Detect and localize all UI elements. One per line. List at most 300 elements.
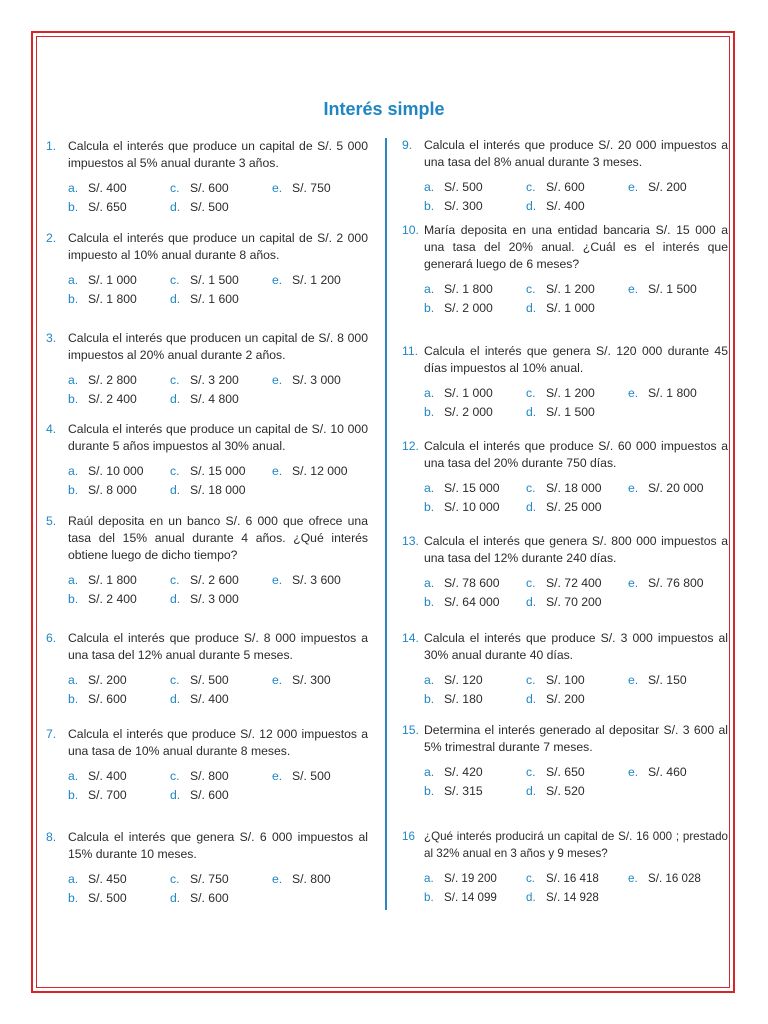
option-letter: d. [170, 292, 181, 306]
option-letter: d. [170, 891, 181, 905]
option-letter: a. [68, 573, 79, 587]
problem-4 [46, 421, 368, 499]
answer-options [68, 372, 368, 408]
option-letter: a. [424, 872, 434, 885]
answer-option [170, 463, 272, 480]
option-value: S/. 2 000 [444, 301, 493, 315]
problem-number: 12. [402, 439, 419, 453]
answer-option [170, 199, 272, 216]
option-value: S/. 72 400 [546, 576, 602, 590]
answer-option [170, 768, 272, 785]
option-letter: d. [526, 784, 537, 798]
problem-statement: Calcula el interés que producen un capital de S/. 8 000 impuestos al 20% anual durante 2 años. [68, 331, 368, 362]
problem-2 [46, 230, 368, 308]
answer-option [68, 768, 170, 785]
option-value: S/. 500 [190, 673, 229, 687]
answer-option [272, 672, 374, 689]
answer-option [526, 672, 628, 689]
option-letter: d. [170, 592, 181, 606]
answer-option [526, 889, 628, 906]
option-value: S/. 600 [190, 788, 229, 802]
answer-option [424, 672, 526, 689]
answer-option [68, 463, 170, 480]
problem-number: 10. [402, 223, 419, 237]
option-letter: d. [526, 595, 537, 609]
option-value: S/. 1 500 [190, 273, 239, 287]
option-value: S/. 78 600 [444, 576, 500, 590]
answer-options [68, 672, 368, 708]
answer-option [628, 385, 730, 402]
answer-option [424, 499, 526, 516]
option-letter: c. [170, 573, 180, 587]
answer-option [526, 179, 628, 196]
problem-6 [46, 630, 368, 708]
option-value: S/. 18 000 [190, 483, 246, 497]
answer-option [68, 372, 170, 389]
problem-number: 4. [46, 422, 57, 436]
answer-options [68, 272, 368, 308]
answer-option [68, 572, 170, 589]
answer-options [424, 575, 728, 611]
option-value: S/. 180 [444, 692, 483, 706]
problem-number: 6. [46, 631, 57, 645]
option-value: S/. 1 800 [648, 386, 697, 400]
option-letter: a. [68, 464, 79, 478]
option-letter: a. [424, 576, 435, 590]
option-value: S/. 300 [444, 199, 483, 213]
answer-option [272, 180, 374, 197]
answer-option [526, 783, 628, 800]
problem-9 [402, 137, 728, 215]
option-value: S/. 500 [190, 200, 229, 214]
option-value: S/. 1 200 [546, 386, 595, 400]
option-value: S/. 520 [546, 784, 585, 798]
option-letter: d. [170, 483, 181, 497]
problem-statement: ¿Qué interés producirá un capital de S/. 16 000 ; prestado al 32% anual en 3 años y 9 meses? [424, 830, 728, 860]
option-value: S/. 18 000 [546, 481, 602, 495]
option-value: S/. 15 000 [190, 464, 246, 478]
option-value: S/. 1 800 [444, 282, 493, 296]
answer-option [68, 691, 170, 708]
option-value: S/. 750 [292, 181, 331, 195]
problem-number: 13. [402, 534, 419, 548]
option-value: S/. 700 [88, 788, 127, 802]
problem-5 [46, 513, 368, 608]
option-value: S/. 64 000 [444, 595, 500, 609]
answer-option [424, 385, 526, 402]
problem-statement: Calcula el interés que produce S/. 12 000 impuestos a una tasa de 10% anual durante 8 meses. [68, 727, 368, 758]
option-letter: e. [272, 464, 283, 478]
option-letter: b. [68, 483, 79, 497]
option-letter: d. [526, 500, 537, 514]
option-letter: b. [68, 392, 79, 406]
problem-statement: Calcula el interés que produce S/. 3 000 impuestos al 30% anual durante 40 días. [424, 631, 728, 662]
option-letter: c. [526, 481, 536, 495]
option-letter: d. [526, 405, 537, 419]
answer-option [526, 300, 628, 317]
option-value: S/. 450 [88, 872, 127, 886]
option-value: S/. 500 [444, 180, 483, 194]
problem-15 [402, 722, 728, 800]
answer-options [68, 572, 368, 608]
option-value: S/. 2 600 [190, 573, 239, 587]
problem-statement: Calcula el interés que genera S/. 6 000 impuestos al 15% durante 10 meses. [68, 830, 368, 861]
answer-option [170, 591, 272, 608]
option-value: S/. 1 600 [190, 292, 239, 306]
problem-14 [402, 630, 728, 708]
answer-options [424, 672, 728, 708]
answer-option [424, 870, 526, 887]
answer-option [628, 672, 730, 689]
option-letter: b. [68, 200, 79, 214]
option-letter: a. [68, 769, 79, 783]
option-value: S/. 2 400 [88, 392, 137, 406]
option-letter: a. [68, 181, 79, 195]
option-value: S/. 12 000 [292, 464, 348, 478]
answer-option [424, 179, 526, 196]
option-letter: b. [424, 891, 434, 904]
answer-option [526, 870, 628, 887]
problem-number: 3. [46, 331, 57, 345]
option-value: S/. 600 [88, 692, 127, 706]
option-letter: c. [170, 181, 180, 195]
problem-statement: María deposita en una entidad bancaria S/. 15 000 a una tasa del 20% anual. ¿Cuál es el interés que generará luego de 6 meses? [424, 223, 728, 271]
answer-option [526, 499, 628, 516]
option-value: S/. 8 000 [88, 483, 137, 497]
option-value: S/. 100 [546, 673, 585, 687]
page-title: Interés simple [323, 99, 445, 119]
option-letter: c. [526, 872, 536, 885]
answer-option [170, 572, 272, 589]
option-letter: a. [68, 872, 79, 886]
answer-option [424, 575, 526, 592]
answer-option [68, 180, 170, 197]
option-value: S/. 15 000 [444, 481, 500, 495]
option-value: S/. 420 [444, 765, 483, 779]
option-letter: b. [68, 891, 79, 905]
answer-option [628, 179, 730, 196]
answer-option [424, 480, 526, 497]
option-letter: b. [68, 692, 79, 706]
option-letter: c. [170, 373, 180, 387]
option-letter: e. [628, 872, 638, 885]
option-letter: d. [526, 301, 537, 315]
answer-options [424, 179, 728, 215]
answer-option [272, 871, 374, 888]
option-letter: e. [628, 180, 639, 194]
option-value: S/. 600 [190, 891, 229, 905]
answer-option [424, 889, 526, 906]
problem-statement: Calcula el interés que produce un capital de S/. 5 000 impuestos al 5% anual durante 3 años. [68, 139, 368, 170]
option-letter: e. [628, 673, 639, 687]
option-value: S/. 1 200 [546, 282, 595, 296]
option-letter: d. [526, 199, 537, 213]
answer-option [170, 291, 272, 308]
option-value: S/. 3 600 [292, 573, 341, 587]
option-letter: a. [68, 673, 79, 687]
problem-3 [46, 330, 368, 408]
problem-number: 7. [46, 727, 57, 741]
answer-option [526, 404, 628, 421]
answer-options [68, 180, 368, 216]
option-value: S/. 500 [292, 769, 331, 783]
option-value: S/. 76 800 [648, 576, 704, 590]
option-letter: d. [170, 692, 181, 706]
option-value: S/. 200 [546, 692, 585, 706]
answer-option [272, 768, 374, 785]
option-value: S/. 150 [648, 673, 687, 687]
option-value: S/. 16 418 [546, 872, 599, 885]
problem-statement: Calcula el interés que genera S/. 800 000 impuestos a una tasa del 12% durante 240 días. [424, 534, 728, 565]
option-value: S/. 14 099 [444, 891, 497, 904]
option-value: S/. 1 000 [444, 386, 493, 400]
option-value: S/. 600 [546, 180, 585, 194]
answer-option [526, 198, 628, 215]
option-letter: c. [526, 765, 536, 779]
option-value: S/. 1 000 [546, 301, 595, 315]
answer-option [68, 291, 170, 308]
answer-option [68, 391, 170, 408]
option-letter: e. [628, 282, 639, 296]
answer-option [424, 198, 526, 215]
answer-option [68, 591, 170, 608]
problem-statement: Determina el interés generado al depositar S/. 3 600 al 5% trimestral durante 7 meses. [424, 723, 728, 754]
problem-number: 9. [402, 138, 413, 152]
problem-statement: Calcula el interés que produce S/. 8 000 impuestos a una tasa del 12% anual durante 5 meses. [68, 631, 368, 662]
option-value: S/. 400 [190, 692, 229, 706]
problem-statement: Calcula el interés que produce S/. 20 000 impuestos a una tasa del 8% anual durante 3 meses. [424, 138, 728, 169]
option-letter: b. [424, 595, 435, 609]
option-value: S/. 1 200 [292, 273, 341, 287]
option-value: S/. 650 [546, 765, 585, 779]
option-value: S/. 3 000 [190, 592, 239, 606]
option-letter: b. [68, 292, 79, 306]
option-letter: a. [424, 386, 435, 400]
option-value: S/. 3 000 [292, 373, 341, 387]
answer-option [424, 783, 526, 800]
column-divider [385, 138, 387, 910]
option-value: S/. 10 000 [444, 500, 500, 514]
option-letter: e. [272, 273, 283, 287]
answer-option [68, 272, 170, 289]
answer-options [68, 463, 368, 499]
problem-statement: Calcula el interés que genera S/. 120 000 durante 45 días impuestos al 10% anual. [424, 344, 728, 375]
option-value: S/. 300 [292, 673, 331, 687]
option-value: S/. 315 [444, 784, 483, 798]
option-letter: e. [628, 576, 639, 590]
answer-option [526, 480, 628, 497]
answer-options [424, 764, 728, 800]
answer-option [526, 575, 628, 592]
answer-option [68, 787, 170, 804]
option-value: S/. 4 800 [190, 392, 239, 406]
answer-option [424, 300, 526, 317]
answer-option [424, 691, 526, 708]
answer-options [424, 281, 728, 317]
problem-12 [402, 438, 728, 516]
problem-7 [46, 726, 368, 804]
option-value: S/. 1 500 [648, 282, 697, 296]
answer-option [628, 575, 730, 592]
answer-option [526, 691, 628, 708]
problem-statement: Calcula el interés que produce un capital de S/. 2 000 impuesto al 10% anual durante 8 años. [68, 231, 368, 262]
problem-11 [402, 343, 728, 421]
problem-16 [402, 828, 728, 906]
option-letter: d. [170, 200, 181, 214]
problem-8 [46, 829, 368, 907]
option-letter: a. [68, 273, 79, 287]
answer-option [526, 385, 628, 402]
option-letter: d. [526, 692, 537, 706]
option-letter: e. [272, 769, 283, 783]
problem-number: 8. [46, 830, 57, 844]
option-letter: e. [272, 181, 283, 195]
option-letter: a. [424, 282, 435, 296]
answer-option [68, 890, 170, 907]
option-letter: b. [424, 692, 435, 706]
option-letter: d. [526, 891, 536, 904]
option-letter: b. [68, 592, 79, 606]
option-value: S/. 650 [88, 200, 127, 214]
option-letter: c. [526, 282, 536, 296]
option-letter: e. [628, 481, 639, 495]
problem-10 [402, 222, 728, 317]
answer-option [272, 463, 374, 480]
answer-option [170, 672, 272, 689]
answer-option [424, 404, 526, 421]
option-letter: b. [424, 199, 435, 213]
option-value: S/. 750 [190, 872, 229, 886]
option-value: S/. 14 928 [546, 891, 599, 904]
answer-option [170, 482, 272, 499]
option-letter: a. [424, 180, 435, 194]
answer-option [272, 572, 374, 589]
option-letter: c. [526, 386, 536, 400]
option-letter: b. [424, 405, 435, 419]
option-value: S/. 10 000 [88, 464, 144, 478]
option-value: S/. 1 800 [88, 292, 137, 306]
option-value: S/. 500 [88, 891, 127, 905]
option-letter: a. [68, 373, 79, 387]
option-letter: a. [424, 481, 435, 495]
answer-option [526, 764, 628, 781]
option-value: S/. 200 [88, 673, 127, 687]
option-letter: a. [424, 673, 435, 687]
answer-option [628, 480, 730, 497]
option-value: S/. 800 [190, 769, 229, 783]
answer-option [68, 871, 170, 888]
option-value: S/. 20 000 [648, 481, 704, 495]
answer-option [170, 272, 272, 289]
answer-option [170, 391, 272, 408]
problem-number: 11. [402, 344, 419, 358]
option-letter: e. [628, 765, 639, 779]
answer-option [170, 691, 272, 708]
option-value: S/. 19 200 [444, 872, 497, 885]
answer-option [526, 594, 628, 611]
answer-option [628, 281, 730, 298]
option-letter: b. [424, 301, 435, 315]
answer-option [272, 272, 374, 289]
problem-number: 14. [402, 631, 419, 645]
answer-option [424, 764, 526, 781]
problem-statement: Calcula el interés que produce un capital de S/. 10 000 durante 5 años impuestos al 30% anual. [68, 422, 368, 453]
option-value: S/. 3 200 [190, 373, 239, 387]
option-letter: a. [424, 765, 435, 779]
answer-option [170, 890, 272, 907]
problem-number: 5. [46, 514, 57, 528]
option-letter: c. [170, 673, 180, 687]
option-value: S/. 25 000 [546, 500, 602, 514]
problem-13 [402, 533, 728, 611]
problem-number: 16 [402, 830, 415, 843]
answer-option [424, 281, 526, 298]
option-letter: e. [272, 872, 283, 886]
option-value: S/. 460 [648, 765, 687, 779]
option-letter: b. [68, 788, 79, 802]
option-letter: b. [424, 500, 435, 514]
answer-option [68, 482, 170, 499]
option-value: S/. 1 500 [546, 405, 595, 419]
answer-options [424, 870, 728, 906]
option-value: S/. 400 [88, 769, 127, 783]
problem-number: 15. [402, 723, 419, 737]
option-value: S/. 400 [88, 181, 127, 195]
answer-option [170, 871, 272, 888]
option-letter: e. [272, 573, 283, 587]
answer-option [628, 764, 730, 781]
option-letter: b. [424, 784, 435, 798]
problem-statement: Raúl deposita en un banco S/. 6 000 que ofrece una tasa del 15% anual durante 4 años. ¿Qué interés obtiene luego de dicho tiempo? [68, 514, 368, 562]
option-letter: c. [170, 464, 180, 478]
option-value: S/. 120 [444, 673, 483, 687]
option-value: S/. 2 800 [88, 373, 137, 387]
answer-option [272, 372, 374, 389]
answer-option [424, 594, 526, 611]
option-value: S/. 70 200 [546, 595, 602, 609]
option-letter: e. [628, 386, 639, 400]
problem-statement: Calcula el interés que produce S/. 60 000 impuestos a una tasa del 20% durante 750 días. [424, 439, 728, 470]
option-value: S/. 800 [292, 872, 331, 886]
option-letter: e. [272, 673, 283, 687]
answer-option [526, 281, 628, 298]
option-letter: d. [170, 788, 181, 802]
answer-options [68, 871, 368, 907]
option-letter: c. [170, 273, 180, 287]
option-letter: c. [526, 576, 536, 590]
option-value: S/. 400 [546, 199, 585, 213]
option-letter: e. [272, 373, 283, 387]
option-letter: c. [170, 872, 180, 886]
problem-1 [46, 138, 368, 216]
problem-number: 1. [46, 139, 57, 153]
answer-option [170, 180, 272, 197]
option-value: S/. 2 000 [444, 405, 493, 419]
answer-option [170, 787, 272, 804]
option-value: S/. 2 400 [88, 592, 137, 606]
option-value: S/. 16 028 [648, 872, 701, 885]
problem-number: 2. [46, 231, 57, 245]
option-letter: d. [170, 392, 181, 406]
answer-options [424, 480, 728, 516]
option-value: S/. 600 [190, 181, 229, 195]
answer-option [628, 870, 730, 887]
answer-option [68, 199, 170, 216]
answer-options [424, 385, 728, 421]
answer-options [68, 768, 368, 804]
option-letter: c. [170, 769, 180, 783]
option-value: S/. 200 [648, 180, 687, 194]
